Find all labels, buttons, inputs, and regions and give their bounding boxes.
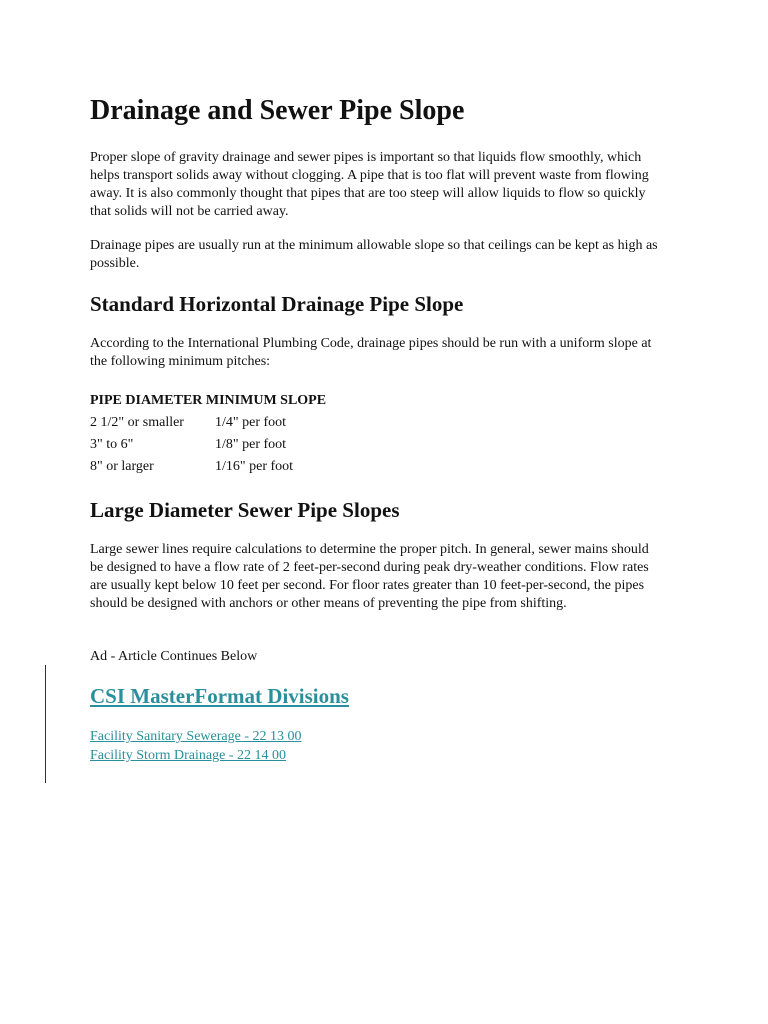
sanitary-sewerage-link[interactable]: Facility Sanitary Sewerage - 22 13 00: [90, 729, 302, 744]
minimum-slope-cell: 1/16" per foot: [215, 459, 294, 474]
minimum-slope-cell: 1/4" per foot: [215, 415, 287, 430]
table-row: [90, 414, 286, 432]
page-title: Drainage and Sewer Pipe Slope: [90, 95, 465, 126]
left-margin-rule: [45, 665, 46, 783]
pipe-diameter-cell: 2 1/2" or smaller: [90, 415, 184, 430]
standard-slope-paragraph: According to the International Plumbing Code, drainage pipes should be run with a uniform slope at the following minimum pitches:: [90, 336, 652, 369]
pipe-diameter-cell: 3" to 6": [90, 437, 134, 452]
pipe-diameter-cell: 8" or larger: [90, 459, 154, 474]
table-row: [90, 458, 293, 476]
intro-paragraph-1: Proper slope of gravity drainage and sewer pipes is important so that liquids flow smoothly, which helps transport solids away without clogging. A pipe that is too flat will prevent waste from flowing away. It is also commonly thought that pipes that are too steep will allow liquids to flow so quickly that solids will not be carried away.: [90, 150, 649, 219]
ad-notice: Ad - Article Continues Below: [90, 649, 258, 664]
slope-table-header: PIPE DIAMETER MINIMUM SLOPE: [90, 393, 327, 408]
storm-drainage-link[interactable]: Facility Storm Drainage - 22 14 00: [90, 748, 286, 763]
table-row: [90, 436, 286, 454]
standard-slope-heading: Standard Horizontal Drainage Pipe Slope: [90, 292, 464, 316]
csi-masterformat-link[interactable]: CSI MasterFormat Divisions: [90, 684, 349, 708]
minimum-slope-cell: 1/8" per foot: [215, 437, 287, 452]
large-diameter-paragraph: Large sewer lines require calculations to determine the proper pitch. In general, sewer mains should be designed to have a flow rate of 2 feet-per-second during peak dry-weather conditions. Flow rates are usually kept below 10 feet per second. For floor rates greater than 10 feet-per-second, the pipes should be designed with anchors or other means of preventing the pipe from shifting.: [90, 542, 649, 611]
intro-paragraph-2: Drainage pipes are usually run at the minimum allowable slope so that ceilings can be kept as high as possible.: [90, 238, 658, 271]
large-diameter-heading: Large Diameter Sewer Pipe Slopes: [90, 498, 400, 522]
